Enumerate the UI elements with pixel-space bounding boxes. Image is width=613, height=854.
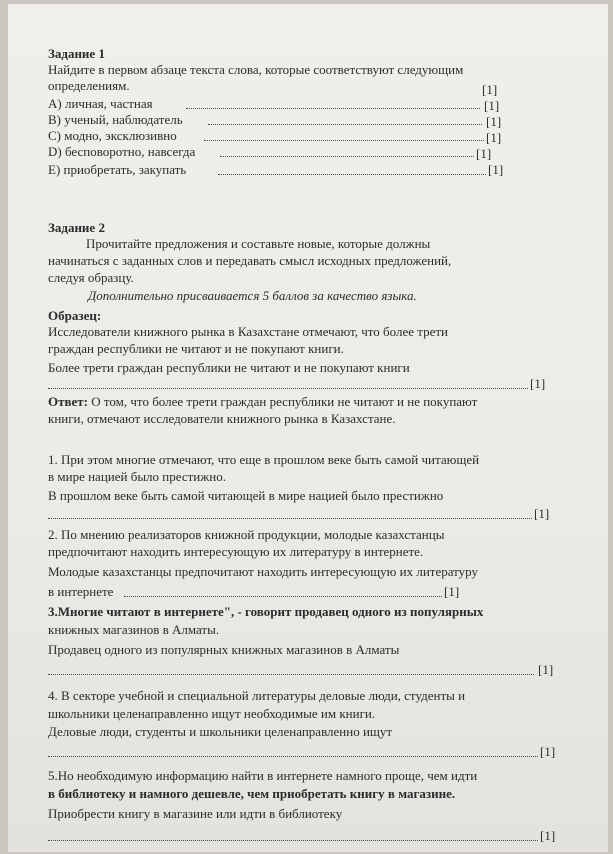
item2-prompt: Молодые казахстанцы предпочитают находить интересующую их литературу [48, 564, 479, 579]
item3-mark: [1] [538, 662, 554, 677]
answer-line[interactable] [48, 388, 528, 389]
sample-line1: Исследователи книжного рынка в Казахстане отмечают, что более трети [48, 324, 448, 339]
answer-line[interactable] [204, 140, 484, 141]
item4-line1: 4. В секторе учебной и специальной литературы деловые люди, студенты и [48, 688, 466, 703]
task1-item-d: D) бесповоротно, навсегда [48, 144, 196, 159]
item5-prompt: Приобрести книгу в магазине или идти в библиотеку [48, 806, 343, 821]
task2-instruction-line3: следуя образцу. [48, 270, 134, 285]
item3-line1: 3.Многие читают в интернете", - говорит продавец одного из популярных [48, 604, 484, 619]
item1-line1: 1. При этом многие отмечают, что еще в прошлом веке быть самой читающей [48, 452, 480, 467]
item5-mark: [1] [540, 828, 556, 843]
task1-item-d-mark: [1] [476, 146, 492, 161]
answer-line[interactable] [186, 108, 480, 109]
task1-item-c: С) модно, эксклюзивно [48, 128, 177, 143]
item2-line1: 2. По мнению реализаторов книжной продукции, молодые казахстанцы [48, 527, 445, 542]
answer-line1: О том, что более трети граждан республики не читают и не покупают [91, 394, 478, 409]
sample-mark: [1] [530, 376, 546, 391]
task2-instruction-line1: Прочитайте предложения и составьте новые, которые должны [86, 236, 431, 251]
task1-title: Задание 1 [48, 46, 105, 61]
answer-line[interactable] [48, 674, 534, 675]
task1-header-mark: [1] [482, 82, 498, 97]
sample-line2: граждан республики не читают и не покупают книги. [48, 341, 344, 356]
task1-instruction-line2: определениям. [48, 78, 130, 93]
item5-line1: 5.Но необходимую информацию найти в интернете намного проще, чем идти [48, 768, 478, 783]
item3-prompt: Продавец одного из популярных книжных магазинов в Алматы [48, 642, 400, 657]
item4-mark: [1] [540, 744, 556, 759]
item2-prompt2: в интернете [48, 584, 114, 599]
task1-item-b: В) ученый, наблюдатель [48, 112, 183, 127]
answer-label: Ответ: [48, 394, 89, 409]
task2-instruction-line2: начинаться с заданных слов и передавать смысл исходных предложений, [48, 253, 452, 268]
task2-bonus-note: Дополнительно присваивается 5 баллов за качество языка. [88, 288, 417, 303]
answer-line[interactable] [48, 518, 532, 519]
item2-mark: [1] [444, 584, 460, 599]
task1-instruction-line1: Найдите в первом абзаце текста слова, которые соответствуют следующим [48, 62, 464, 77]
task1-item-a-mark: [1] [484, 98, 500, 113]
task1-item-b-mark: [1] [486, 114, 502, 129]
item5-line2: в библиотеку и намного дешевле, чем приобретать книгу в магазине. [48, 786, 456, 801]
answer-line2: книги, отмечают исследователи книжного рынка в Казахстане. [48, 411, 396, 426]
item1-prompt: В прошлом веке быть самой читающей в мире нацией было престижно [48, 488, 444, 503]
answer-line[interactable] [218, 174, 486, 175]
answer-line[interactable] [208, 124, 482, 125]
sample-prompt: Более трети граждан республики не читают и не покупают книги [48, 360, 410, 375]
task1-item-c-mark: [1] [486, 130, 502, 145]
item3-line2: книжных магазинов в Алматы. [48, 622, 220, 637]
item1-line2: в мире нацией было престижно. [48, 469, 226, 484]
item1-mark: [1] [534, 506, 550, 521]
task1-item-e: E) приобретать, закупать [48, 162, 187, 177]
item4-line2: школьники целенаправленно ищут необходимые им книги. [48, 706, 376, 721]
item4-prompt: Деловые люди, студенты и школьники целенаправленно ищут [48, 724, 393, 739]
answer-line[interactable] [124, 596, 442, 597]
answer-line[interactable] [48, 756, 538, 757]
sample-label: Образец: [48, 308, 102, 323]
task2-title: Задание 2 [48, 220, 105, 235]
task1-item-a: А) личная, частная [48, 96, 153, 111]
answer-line[interactable] [48, 840, 538, 841]
answer-line[interactable] [220, 156, 474, 157]
worksheet-page [8, 4, 608, 852]
task1-item-e-mark: [1] [488, 162, 504, 177]
item2-line2: предпочитают находить интересующую их литературу в интернете. [48, 544, 424, 559]
